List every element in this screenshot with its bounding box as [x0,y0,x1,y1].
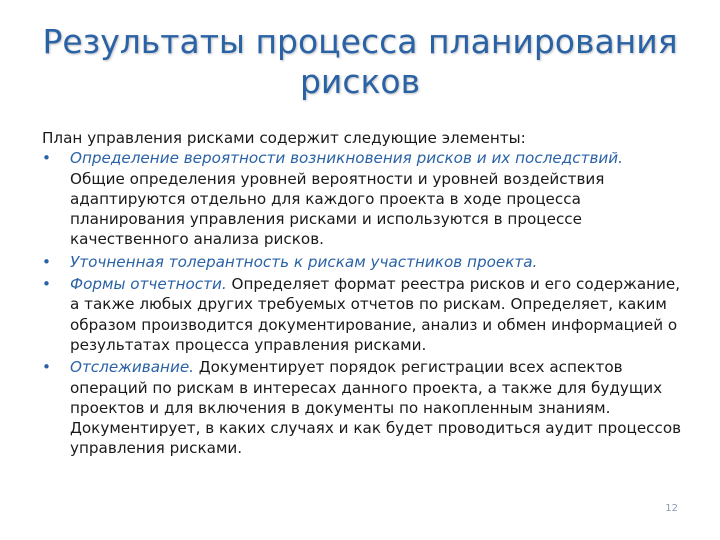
slide-body [42,128,682,461]
item-term: Отслеживание. [70,358,194,377]
item-term: Формы отчетности. [70,275,227,294]
slide-title-line-1: Результаты процесса планирования [42,22,678,61]
slide-title [36,22,684,102]
bullet-icon: • [42,358,51,377]
bullet-list [42,148,682,458]
bullet-icon: • [42,149,51,168]
item-text: Документирует порядок регистрации всех аспектов операций по рискам в интересах данного проекта, а также для будущих проектов и для включения в документы по накопленным знаниям. Документирует, в каких случаях и как будет проводиться аудит процессов управления рисками. [70,358,682,458]
bullet-icon: • [42,275,51,294]
intro-text: План управления рисками содержит следующие элементы: [42,129,526,147]
page-number: 12 [665,503,678,514]
list-item [42,357,682,458]
list-item [42,274,682,355]
list-item [42,252,682,272]
bullet-icon: • [42,252,51,271]
item-text: Определяет формат реестра рисков и его содержание, а также любых других требуемых отчетов по рискам. Определяет, каким образом производится документирование, анализ и обмен информацией о результатах процесса управления рисками. [70,275,681,354]
list-item [42,148,682,249]
item-term: Уточненная толерантность к рискам участников проекта. [70,252,538,271]
item-term: Определение вероятности возникновения рисков и их последствий. [70,149,623,168]
slide-title-line-2: рисков [299,62,421,101]
item-text: Общие определения уровней вероятности и уровней воздействия адаптируются отдельно для каждого проекта в ходе процесса планирования управления рисками и используются в процессе качественного анализа рисков. [70,169,605,249]
